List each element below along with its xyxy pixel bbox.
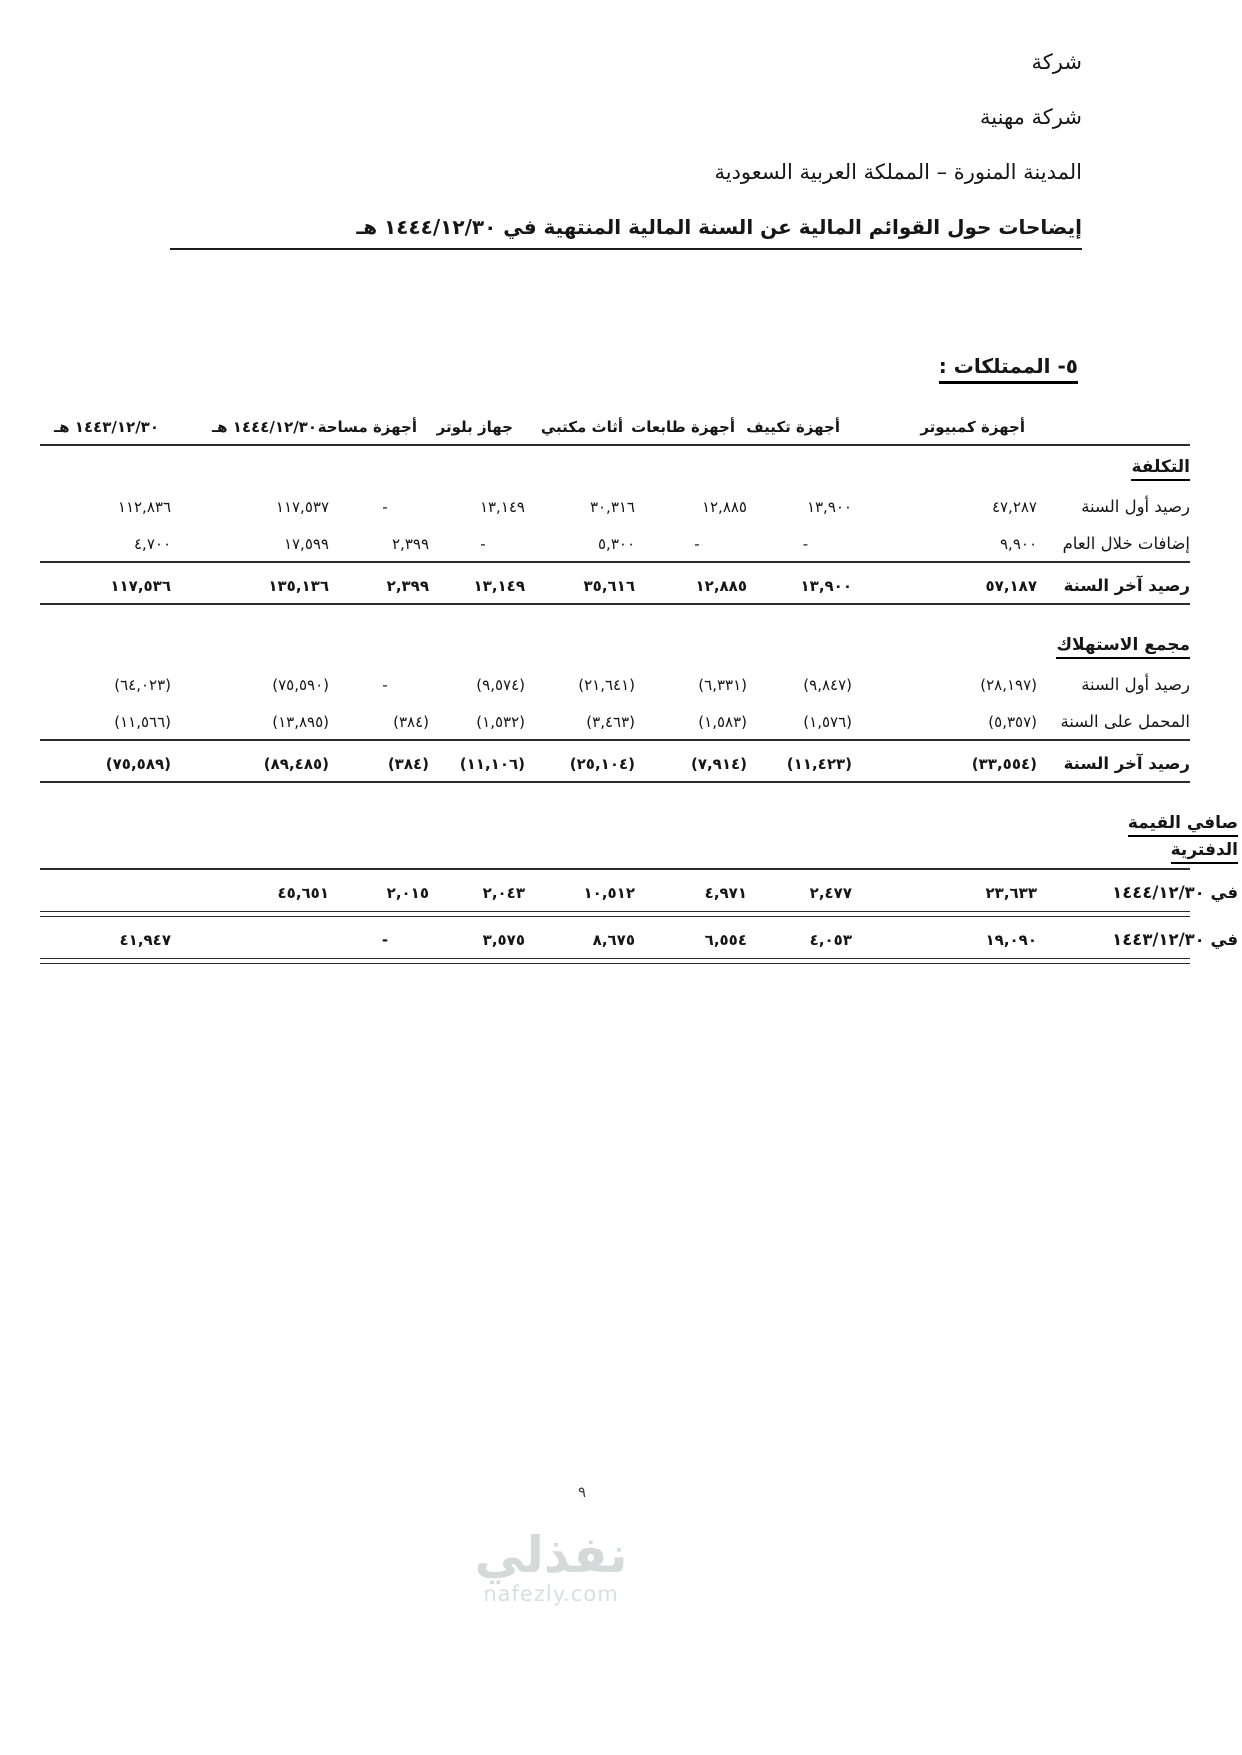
- column-header: أجهزة مساحة: [317, 418, 417, 436]
- value-cell: ١٣,٩٠٠: [800, 577, 852, 595]
- value-cell: ٢,٠١٥: [386, 884, 429, 902]
- column-header: ١٤٤٣/١٢/٣٠ هـ: [54, 418, 159, 436]
- value-cell: ١١٧,٥٣٧: [275, 498, 329, 516]
- letterhead: [170, 50, 1082, 250]
- corner-cell: [1043, 436, 1190, 442]
- value-cell: ٤٥,٦٥١: [277, 884, 329, 902]
- value-cell: ١٢,٨٨٥: [701, 498, 747, 516]
- table-row: [40, 700, 1190, 737]
- row-label: المحمل على السنة: [1060, 712, 1190, 731]
- value-cell: ١٢,٨٨٥: [695, 577, 747, 595]
- value-cell: ٤,٩٧١: [704, 884, 747, 902]
- table-row: [40, 485, 1190, 522]
- header-rule: [40, 444, 1190, 446]
- value-cell: (٣٣,٥٥٤): [971, 755, 1037, 773]
- value-cell: ١٧,٥٩٩: [283, 535, 329, 553]
- row-label: رصيد أول السنة: [1081, 675, 1190, 694]
- table-row: [40, 918, 1238, 955]
- section-heading-line: [40, 632, 1190, 659]
- value-cell: (٦,٣٣١): [698, 676, 747, 694]
- section-gap: [40, 784, 1190, 802]
- value-cell: (٢١,٦٤١): [578, 676, 635, 694]
- column-header: أجهزة تكييف: [746, 418, 840, 436]
- value-cell: ١٩,٠٩٠: [985, 931, 1037, 949]
- value-cell: ٢,٠٤٣: [482, 884, 525, 902]
- value-cell: ٥,٣٠٠: [598, 535, 635, 553]
- value-cell: ١٣,١٤٩: [479, 498, 525, 516]
- value-cell: ٢,٣٩٩: [392, 535, 429, 553]
- table-header-row: [40, 402, 1190, 442]
- section-heading: [88, 810, 1238, 864]
- value-cell: (٦٤,٠٢٣): [114, 676, 171, 694]
- row-rule-below: [40, 561, 1190, 563]
- section-title: ٥- الممتلكات :: [939, 354, 1078, 384]
- value-cell: ١٠,٥١٢: [583, 884, 635, 902]
- table-row: [40, 522, 1190, 559]
- title-underline: [170, 248, 1082, 250]
- value-cell: ٢,٣٩٩: [386, 577, 429, 595]
- value-cell: ٣٠,٣١٦: [589, 498, 635, 516]
- row-label: في ١٤٤٤/١٢/٣٠: [1112, 883, 1238, 902]
- value-cell: (٢٥,١٠٤): [569, 755, 635, 773]
- row-double-rule: [40, 911, 1190, 917]
- value-cell: (١١,٥٦٦): [114, 713, 171, 731]
- value-cell: -: [381, 931, 389, 949]
- value-cell: (٣٨٤): [387, 755, 429, 773]
- value-cell: ١١٢,٨٣٦: [117, 498, 171, 516]
- value-cell: ٣٥,٦١٦: [583, 577, 635, 595]
- company-location: المدينة المنورة – المملكة العربية السعودية: [714, 160, 1082, 184]
- value-cell: (٣٨٤): [393, 713, 429, 731]
- value-cell: (٧٥,٥٨٩): [105, 755, 171, 773]
- value-cell: (٨٩,٤٨٥): [263, 755, 329, 773]
- column-header: ١٤٤٤/١٢/٣٠ هـ: [212, 418, 317, 436]
- row-label: رصيد آخر السنة: [1063, 576, 1190, 595]
- value-cell: [40, 902, 177, 908]
- section-heading-text: التكلفة: [1131, 457, 1190, 481]
- row-double-rule: [40, 958, 1190, 964]
- row-label: إضافات خلال العام: [1062, 534, 1190, 553]
- value-cell: (٩,٥٧٤): [476, 676, 525, 694]
- column-header: أجهزة كمبيوتر: [920, 418, 1025, 436]
- value-cell: (١١,٤٢٣): [786, 755, 852, 773]
- section-heading-line: [40, 454, 1190, 481]
- value-cell: ٦,٥٥٤: [704, 931, 747, 949]
- section-heading: [40, 454, 1190, 481]
- value-cell: ١٣,١٤٩: [473, 577, 525, 595]
- value-cell: ٢٣,٦٣٣: [985, 884, 1037, 902]
- company-type: شركة مهنية: [980, 105, 1082, 129]
- row-label: رصيد أول السنة: [1081, 497, 1190, 516]
- table-row: [40, 871, 1238, 908]
- value-cell: ٤,٧٠٠: [134, 535, 171, 553]
- row-rule-below: [40, 781, 1190, 783]
- value-cell: -: [382, 498, 388, 516]
- section-heading-text: صافي القيمة: [1128, 813, 1238, 837]
- section-heading-line: [88, 837, 1238, 864]
- value-cell: (٣,٤٦٣): [586, 713, 635, 731]
- value-cell: (١٣,٨٩٥): [272, 713, 329, 731]
- assets-table: [40, 402, 1238, 965]
- section-gap: [40, 606, 1190, 624]
- notes-title: إيضاحات حول القوائم المالية عن السنة المالية المنتهية في ١٤٤٤/١٢/٣٠ هـ: [356, 215, 1082, 239]
- column-header: جهاز بلوتر: [436, 418, 513, 436]
- value-cell: [177, 949, 335, 955]
- page-number: ٩: [578, 1483, 587, 1501]
- value-cell: ١١٧,٥٣٦: [110, 577, 171, 595]
- row-rule-below: [40, 739, 1190, 741]
- section-heading-line: [88, 810, 1238, 837]
- value-cell: (١١,١٠٦): [459, 755, 525, 773]
- value-cell: ٢,٤٧٧: [809, 884, 852, 902]
- row-rule-above: [40, 868, 1190, 870]
- value-cell: ٤,٠٥٣: [809, 931, 852, 949]
- watermark: [0, 1528, 1102, 1606]
- value-cell: (٩,٨٤٧): [803, 676, 852, 694]
- value-cell: ٥٧,١٨٧: [985, 577, 1037, 595]
- value-cell: (١,٥٣٢): [476, 713, 525, 731]
- value-cell: ٨,٦٧٥: [592, 931, 635, 949]
- value-cell: -: [802, 535, 809, 553]
- section-heading-text: مجمع الاستهلاك: [1056, 635, 1190, 659]
- column-header: أثاث مكتبي: [540, 418, 623, 436]
- value-cell: ٩,٩٠٠: [1000, 535, 1037, 553]
- company-name: شركة: [1031, 50, 1082, 74]
- value-cell: (٧٥,٥٩٠): [272, 676, 329, 694]
- value-cell: (٧,٩١٤): [690, 755, 747, 773]
- value-cell: ١٣٥,١٣٦: [268, 577, 329, 595]
- section-heading-text: الدفترية: [1171, 840, 1238, 864]
- table-row: [40, 564, 1190, 601]
- value-cell: ٣,٥٧٥: [482, 931, 525, 949]
- value-cell: (٥,٣٥٧): [988, 713, 1037, 731]
- row-label: رصيد آخر السنة: [1063, 754, 1190, 773]
- section-heading: [40, 632, 1190, 659]
- value-cell: (٢٨,١٩٧): [980, 676, 1037, 694]
- value-cell: -: [382, 676, 388, 694]
- value-cell: -: [480, 535, 486, 553]
- value-cell: ١٣,٩٠٠: [806, 498, 852, 516]
- value-cell: -: [694, 535, 700, 553]
- table-row: [40, 663, 1190, 700]
- value-cell: (١,٥٧٦): [803, 713, 852, 731]
- value-cell: ٤٧,٢٨٧: [991, 498, 1037, 516]
- table-row: [40, 742, 1190, 779]
- watermark-domain: nafezly.com: [483, 1582, 619, 1606]
- column-header: أجهزة طابعات: [631, 418, 735, 436]
- row-rule-below: [40, 603, 1190, 605]
- watermark-logo: نفذلي: [474, 1526, 628, 1584]
- value-cell: ٤١,٩٤٧: [119, 931, 171, 949]
- value-cell: (١,٥٨٣): [698, 713, 747, 731]
- row-label: في ١٤٤٣/١٢/٣٠: [1112, 930, 1238, 949]
